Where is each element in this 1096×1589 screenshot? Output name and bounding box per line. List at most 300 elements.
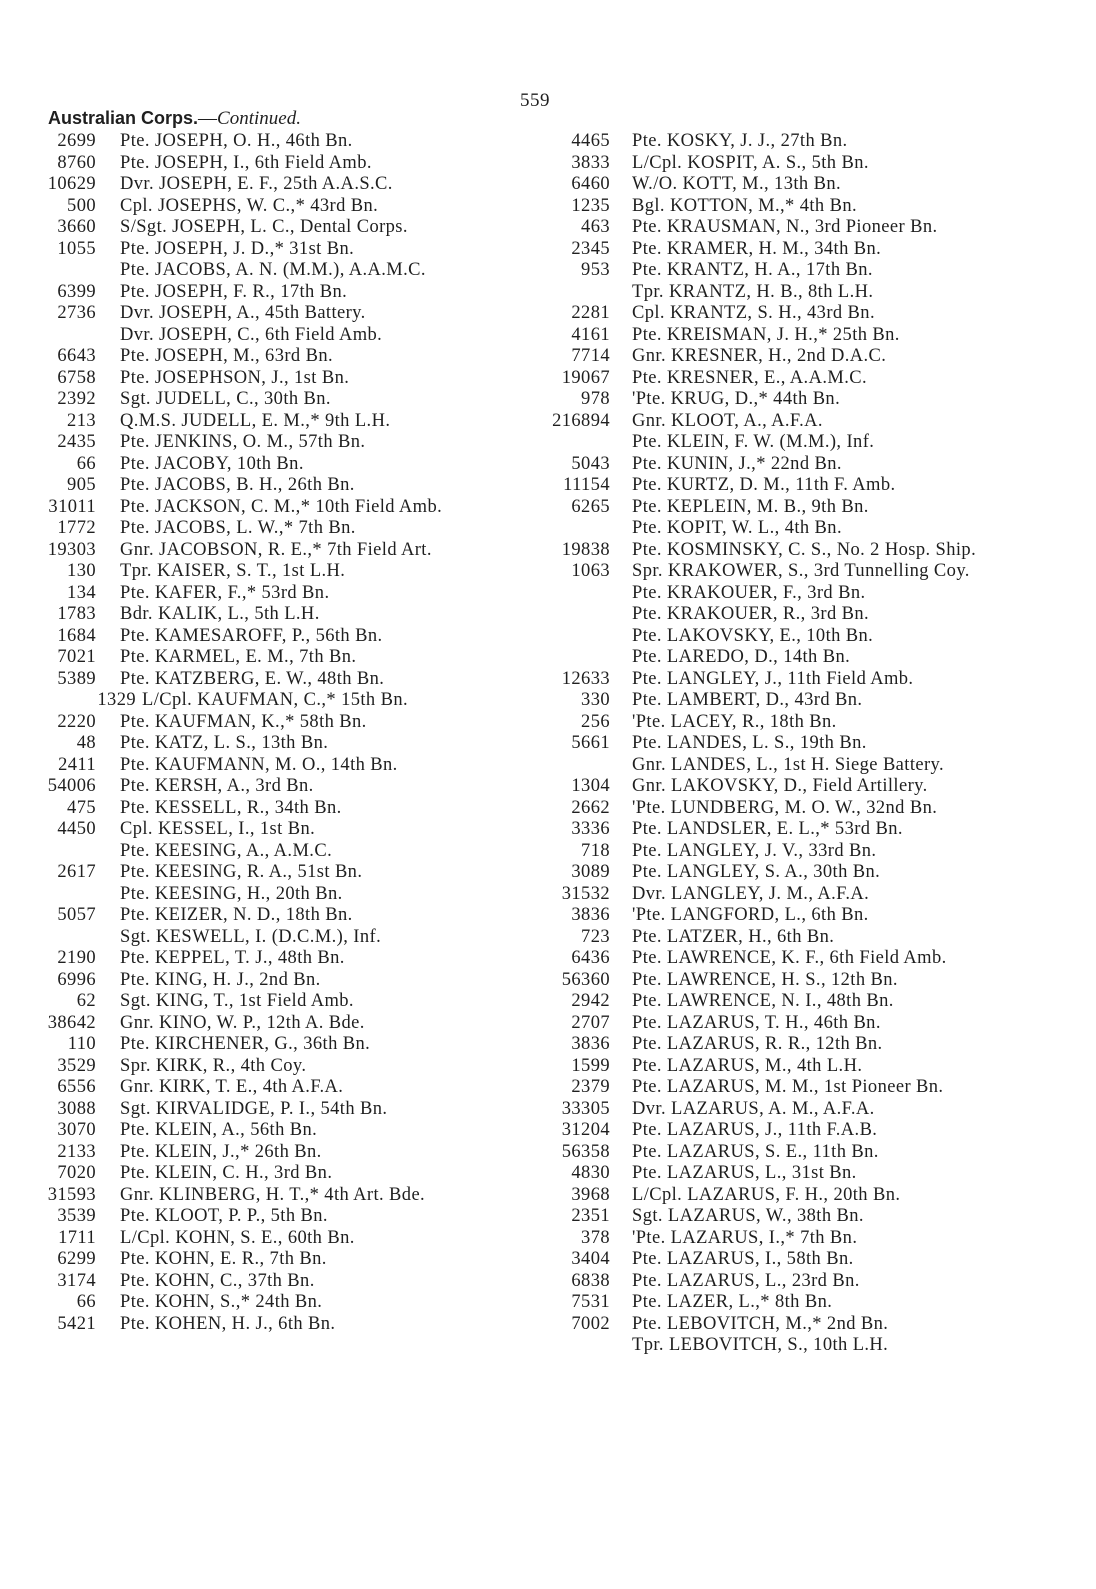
- roll-entry: [40, 325, 540, 347]
- soldier-entry: Pte. JACOBY, 10th Bn.: [120, 453, 304, 474]
- soldier-entry: Gnr. LANDES, L., 1st H. Siege Battery.: [632, 754, 945, 775]
- service-number: 66: [76, 1292, 96, 1312]
- service-number: 130: [67, 561, 96, 581]
- service-number: 6838: [571, 1270, 610, 1291]
- service-number: 31204: [561, 1120, 610, 1140]
- soldier-entry: Pte. LAZARUS, I., 58th Bn.: [632, 1249, 854, 1269]
- service-number: 500: [67, 195, 96, 216]
- roll-entry: [40, 153, 540, 175]
- soldier-entry: Pte. KING, H. J., 2nd Bn.: [120, 969, 321, 990]
- soldier-entry: Pte. KAUFMANN, M. O., 14th Bn.: [120, 754, 398, 775]
- soldier-entry: Pte. LAZARUS, T. H., 46th Bn.: [632, 1012, 881, 1033]
- roll-entry: [548, 604, 1048, 626]
- service-number: 2133: [57, 1141, 96, 1162]
- soldier-entry: Tpr. LEBOVITCH, S., 10th L.H.: [632, 1335, 889, 1355]
- roll-entry: [40, 217, 540, 239]
- roll-entry: [40, 260, 540, 282]
- soldier-entry: Pte. JOSEPH, I., 6th Field Amb.: [120, 152, 372, 173]
- service-number: 1055: [57, 238, 96, 259]
- service-number: 6643: [57, 346, 96, 366]
- service-number: 905: [67, 475, 96, 495]
- service-number: 2351: [571, 1206, 610, 1226]
- roll-entry: [40, 1249, 540, 1271]
- soldier-entry: Pte. LAWRENCE, N. I., 48th Bn.: [632, 991, 894, 1011]
- soldier-entry: Pte. JENKINS, O. M., 57th Bn.: [120, 432, 366, 452]
- service-number: 3174: [57, 1270, 96, 1291]
- service-number: 48: [76, 733, 96, 753]
- service-number: 4161: [571, 324, 610, 345]
- soldier-entry: Pte. KRAUSMAN, N., 3rd Pioneer Bn.: [632, 217, 938, 237]
- service-number: 62: [76, 991, 96, 1011]
- soldier-entry: Pte. LEBOVITCH, M.,* 2nd Bn.: [632, 1313, 889, 1334]
- right-column: [548, 131, 1048, 1357]
- roll-entry: [548, 497, 1048, 519]
- soldier-entry: Pte. KLEIN, C. H., 3rd Bn.: [120, 1163, 333, 1183]
- soldier-entry: Bgl. KOTTON, M.,* 4th Bn.: [632, 195, 857, 216]
- soldier-entry: Pte. KAMESAROFF, P., 56th Bn.: [120, 625, 383, 646]
- soldier-entry: Gnr. KLINBERG, H. T.,* 4th Art. Bde.: [120, 1184, 426, 1205]
- page-number: 559: [520, 90, 550, 111]
- roll-entry: [40, 1077, 540, 1099]
- soldier-entry: Pte. KESSELL, R., 34th Bn.: [120, 797, 342, 818]
- service-number: 1711: [58, 1227, 96, 1248]
- service-number: 378: [581, 1227, 610, 1248]
- service-number: 3833: [571, 152, 610, 173]
- soldier-entry: Pte. KEESING, R. A., 51st Bn.: [120, 862, 363, 882]
- roll-entry: [40, 841, 540, 863]
- service-number: 953: [581, 260, 610, 280]
- service-number: 6299: [57, 1249, 96, 1269]
- roll-entry: [548, 733, 1048, 755]
- soldier-entry: Cpl. JOSEPHS, W. C.,* 43rd Bn.: [120, 195, 379, 216]
- roll-entry: [40, 991, 540, 1013]
- service-number: 66: [76, 453, 96, 474]
- service-number: 6556: [57, 1077, 96, 1097]
- soldier-entry: Pte. KATZ, L. S., 13th Bn.: [120, 733, 329, 753]
- soldier-entry: Pte. LAZARUS, M., 4th L.H.: [632, 1055, 863, 1076]
- roll-entry: [40, 819, 540, 841]
- service-number: 134: [67, 582, 96, 603]
- service-number: [548, 518, 632, 540]
- soldier-entry: Pte. LAMBERT, D., 43rd Bn.: [632, 690, 863, 710]
- service-number: 7021: [57, 647, 96, 667]
- service-number: 38642: [47, 1012, 96, 1033]
- soldier-entry: Dvr. LANGLEY, J. M., A.F.A.: [632, 883, 870, 904]
- soldier-entry: Pte. KOPIT, W. L., 4th Bn.: [632, 518, 842, 538]
- roll-entry: [548, 389, 1048, 411]
- soldier-entry: Cpl. KESSEL, I., 1st Bn.: [120, 819, 316, 839]
- service-number: 2699: [57, 131, 96, 151]
- roll-entry: [40, 755, 540, 777]
- soldier-entry: Sgt. JUDELL, C., 30th Bn.: [120, 389, 331, 409]
- service-number: 2190: [57, 948, 96, 968]
- roll-entry: [548, 475, 1048, 497]
- roll-entry: [548, 153, 1048, 175]
- roll-entry: [548, 948, 1048, 970]
- soldier-entry: Sgt. LAZARUS, W., 38th Bn.: [632, 1206, 864, 1226]
- roll-entry: [40, 368, 540, 390]
- soldier-entry: Pte. KLOOT, P. P., 5th Bn.: [120, 1206, 328, 1226]
- soldier-entry: Pte. KRANTZ, H. A., 17th Bn.: [632, 260, 873, 280]
- soldier-entry: Dvr. JOSEPH, C., 6th Field Amb.: [120, 324, 383, 345]
- roll-entry: [40, 196, 540, 218]
- soldier-entry: Pte. KEPLEIN, M. B., 9th Bn.: [632, 496, 869, 517]
- soldier-entry: Pte. KIRCHENER, G., 36th Bn.: [120, 1034, 371, 1054]
- soldier-entry: Pte. LAZARUS, R. R., 12th Bn.: [632, 1034, 883, 1054]
- soldier-entry: Pte. KREISMAN, J. H.,* 25th Bn.: [632, 324, 900, 345]
- roll-entry: [40, 1120, 540, 1142]
- service-number: 4830: [571, 1163, 610, 1183]
- roll-entry: [40, 1142, 540, 1164]
- service-number: 216894: [552, 410, 610, 431]
- service-number: 1684: [57, 625, 96, 646]
- service-number: 3088: [57, 1098, 96, 1119]
- roll-entry: [548, 1292, 1048, 1314]
- soldier-entry: Tpr. KRANTZ, H. B., 8th L.H.: [632, 281, 874, 302]
- roll-entry: [548, 819, 1048, 841]
- service-number: 7531: [571, 1292, 610, 1312]
- soldier-entry: Pte. KURTZ, D. M., 11th F. Amb.: [632, 475, 896, 495]
- soldier-entry: Pte. LANGLEY, J. V., 33rd Bn.: [632, 840, 877, 861]
- roll-entry: [548, 991, 1048, 1013]
- service-number: 330: [581, 690, 610, 710]
- roll-entry: [548, 1249, 1048, 1271]
- soldier-entry: Spr. KIRK, R., 4th Coy.: [120, 1055, 307, 1076]
- soldier-entry: Pte. LAWRENCE, K. F., 6th Field Amb.: [632, 948, 947, 968]
- roll-entry: [548, 217, 1048, 239]
- soldier-entry: Pte. JOSEPH, J. D.,* 31st Bn.: [120, 238, 355, 259]
- roll-entry: [40, 862, 540, 884]
- service-number: 3660: [57, 217, 96, 237]
- service-number: 2942: [571, 991, 610, 1011]
- roll-entry: [40, 346, 540, 368]
- soldier-entry: Pte. KRAKOUER, F., 3rd Bn.: [632, 582, 866, 603]
- roll-entry: [548, 1056, 1048, 1078]
- soldier-entry: Gnr. JACOBSON, R. E.,* 7th Field Art.: [120, 539, 432, 560]
- service-number: 33305: [561, 1098, 610, 1119]
- roll-entry: [548, 260, 1048, 282]
- roll-entry: [40, 411, 540, 433]
- soldier-entry: Pte. KATZBERG, E. W., 48th Bn.: [120, 668, 385, 689]
- roll-entry: [548, 1271, 1048, 1293]
- roll-entry: [548, 690, 1048, 712]
- service-number: 5389: [57, 668, 96, 689]
- service-number: 4450: [57, 819, 96, 839]
- roll-entry: [548, 368, 1048, 390]
- roll-entry: [40, 647, 540, 669]
- service-number: 2281: [571, 303, 610, 323]
- service-number: 213: [67, 410, 96, 431]
- soldier-entry: Pte. JACOBS, L. W.,* 7th Bn.: [120, 518, 356, 538]
- roll-entry: [40, 1314, 540, 1336]
- roll-entry: [548, 1013, 1048, 1035]
- service-number: 718: [581, 840, 610, 861]
- soldier-entry: Pte. KLEIN, F. W. (M.M.), Inf.: [632, 432, 875, 452]
- roll-entry: [40, 583, 540, 605]
- roll-entry: [40, 561, 540, 583]
- roll-entry: [548, 798, 1048, 820]
- soldier-entry: Pte. LANDES, L. S., 19th Bn.: [632, 733, 867, 753]
- service-number: [548, 583, 632, 605]
- soldier-entry: Pte. LAREDO, D., 14th Bn.: [632, 647, 851, 667]
- soldier-entry: 'Pte. LACEY, R., 18th Bn.: [632, 711, 837, 732]
- soldier-entry: L/Cpl. LAZARUS, F. H., 20th Bn.: [632, 1184, 901, 1205]
- service-number: 10629: [47, 174, 96, 194]
- soldier-entry: L/Cpl. KAUFMAN, C.,* 15th Bn.: [142, 690, 409, 710]
- soldier-entry: Pte. KAFER, F.,* 53rd Bn.: [120, 582, 330, 603]
- roll-entry: [548, 1034, 1048, 1056]
- roll-entry: [548, 583, 1048, 605]
- roll-entry: [40, 1034, 540, 1056]
- heading-dash: —: [198, 108, 218, 129]
- soldier-entry: Pte. LAKOVSKY, E., 10th Bn.: [632, 625, 874, 646]
- service-number: [40, 325, 120, 347]
- roll-entry: [40, 884, 540, 906]
- service-number: 110: [67, 1034, 96, 1054]
- service-number: 6265: [571, 496, 610, 517]
- soldier-entry: Gnr. KINO, W. P., 12th A. Bde.: [120, 1012, 365, 1033]
- service-number: 3089: [571, 862, 610, 882]
- soldier-entry: Pte. KOSMINSKY, C. S., No. 2 Hosp. Ship.: [632, 539, 977, 560]
- service-number: 3836: [571, 1034, 610, 1054]
- roll-entry: [40, 669, 540, 691]
- roll-entry: [548, 282, 1048, 304]
- soldier-entry: Sgt. KESWELL, I. (D.C.M.), Inf.: [120, 926, 382, 947]
- roll-entry: [40, 970, 540, 992]
- roll-entry: [548, 1077, 1048, 1099]
- soldier-entry: 'Pte. LUNDBERG, M. O. W., 32nd Bn.: [632, 797, 938, 818]
- soldier-entry: Pte. LAZARUS, L., 23rd Bn.: [632, 1270, 860, 1291]
- service-number: 31011: [48, 496, 96, 517]
- service-number: 19067: [561, 367, 610, 388]
- roll-entry: [40, 798, 540, 820]
- roll-entry: [548, 669, 1048, 691]
- service-number: 2435: [57, 432, 96, 452]
- roll-entry: [548, 411, 1048, 433]
- soldier-entry: Pte. LAZARUS, J., 11th F.A.B.: [632, 1120, 878, 1140]
- service-number: [40, 927, 120, 949]
- service-number: 31532: [561, 883, 610, 904]
- roll-entry: [548, 626, 1048, 648]
- soldier-entry: Spr. KRAKOWER, S., 3rd Tunnelling Coy.: [632, 561, 970, 581]
- service-number: 475: [67, 797, 96, 818]
- service-number: 7020: [57, 1163, 96, 1183]
- soldier-entry: Pte. KOHN, S.,* 24th Bn.: [120, 1292, 323, 1312]
- roll-entry: [40, 454, 540, 476]
- roll-entry: [548, 1142, 1048, 1164]
- roll-entry: [40, 1206, 540, 1228]
- soldier-entry: Pte. LANGLEY, J., 11th Field Amb.: [632, 668, 914, 689]
- soldier-entry: Pte. JACKSON, C. M.,* 10th Field Amb.: [120, 496, 443, 517]
- service-number: 6436: [571, 948, 610, 968]
- roll-entry: [40, 303, 540, 325]
- soldier-entry: 'Pte. LANGFORD, L., 6th Bn.: [632, 905, 869, 925]
- soldier-entry: Pte. KEESING, H., 20th Bn.: [120, 883, 343, 904]
- service-number: 3336: [571, 819, 610, 839]
- service-number: 2379: [571, 1077, 610, 1097]
- roll-entry: [548, 239, 1048, 261]
- soldier-entry: Dvr. JOSEPH, A., 45th Battery.: [120, 303, 366, 323]
- left-column: [40, 131, 540, 1335]
- service-number: 6996: [57, 969, 96, 990]
- service-number: 1783: [57, 604, 96, 624]
- service-number: 2662: [571, 797, 610, 818]
- soldier-entry: Pte. KRAMER, H. M., 34th Bn.: [632, 238, 882, 259]
- roll-entry: [40, 475, 540, 497]
- service-number: 56358: [561, 1141, 610, 1162]
- service-number: [548, 432, 632, 454]
- roll-entry: [548, 776, 1048, 798]
- roll-entry: [548, 970, 1048, 992]
- roll-entry: [40, 239, 540, 261]
- service-number: 5043: [571, 453, 610, 474]
- roll-entry: [548, 1185, 1048, 1207]
- roll-entry: [548, 174, 1048, 196]
- roll-entry: [548, 325, 1048, 347]
- service-number: 2707: [571, 1012, 610, 1033]
- service-number: 1329: [97, 690, 136, 710]
- soldier-entry: Dvr. JOSEPH, E. F., 25th A.A.S.C.: [120, 174, 393, 194]
- soldier-entry: Pte. JOSEPH, F. R., 17th Bn.: [120, 281, 348, 302]
- service-number: 54006: [47, 776, 96, 796]
- soldier-entry: Pte. LAZARUS, M. M., 1st Pioneer Bn.: [632, 1077, 944, 1097]
- service-number: 5421: [57, 1313, 96, 1334]
- soldier-entry: Sgt. KING, T., 1st Field Amb.: [120, 991, 354, 1011]
- roll-entry: [40, 604, 540, 626]
- soldier-entry: Pte. KLEIN, J.,* 26th Bn.: [120, 1141, 322, 1162]
- soldier-entry: Pte. JOSEPH, M., 63rd Bn.: [120, 346, 334, 366]
- service-number: [40, 260, 120, 282]
- roll-entry: [548, 131, 1048, 153]
- roll-entry: [40, 776, 540, 798]
- soldier-entry: Gnr. KRESNER, H., 2nd D.A.C.: [632, 346, 887, 366]
- soldier-entry: Pte. LANGLEY, S. A., 30th Bn.: [632, 862, 881, 882]
- roll-entry: [548, 432, 1048, 454]
- soldier-entry: Pte. JOSEPHSON, J., 1st Bn.: [120, 367, 350, 388]
- soldier-entry: 'Pte. KRUG, D.,* 44th Bn.: [632, 389, 841, 409]
- soldier-entry: Dvr. LAZARUS, A. M., A.F.A.: [632, 1098, 875, 1119]
- service-number: [548, 647, 632, 669]
- service-number: 3529: [57, 1055, 96, 1076]
- service-number: 56360: [561, 969, 610, 990]
- soldier-entry: Pte. KEPPEL, T. J., 48th Bn.: [120, 948, 345, 968]
- service-number: 6460: [571, 174, 610, 194]
- soldier-entry: Pte. KLEIN, A., 56th Bn.: [120, 1120, 318, 1140]
- soldier-entry: Pte. JACOBS, A. N. (M.M.), A.A.M.C.: [120, 260, 426, 280]
- service-number: 1235: [571, 195, 610, 216]
- service-number: 19303: [47, 539, 96, 560]
- soldier-entry: Pte. LAZARUS, L., 31st Bn.: [632, 1163, 857, 1183]
- service-number: 1772: [57, 518, 96, 538]
- service-number: 1599: [571, 1055, 610, 1076]
- roll-entry: [40, 1163, 540, 1185]
- roll-entry: [548, 196, 1048, 218]
- roll-entry: [548, 647, 1048, 669]
- roll-entry: [548, 1163, 1048, 1185]
- roll-entry: [548, 303, 1048, 325]
- roll-entry: [40, 389, 540, 411]
- soldier-entry: Pte. KERSH, A., 3rd Bn.: [120, 776, 314, 796]
- service-number: [548, 626, 632, 648]
- service-number: 2392: [57, 389, 96, 409]
- service-number: 1304: [571, 776, 610, 796]
- roll-entry: [40, 131, 540, 153]
- soldier-entry: Pte. JACOBS, B. H., 26th Bn.: [120, 475, 355, 495]
- service-number: 2411: [58, 754, 96, 775]
- service-number: [40, 841, 120, 863]
- soldier-entry: Pte. KOHN, E. R., 7th Bn.: [120, 1249, 327, 1269]
- service-number: 11154: [563, 475, 610, 495]
- soldier-entry: W./O. KOTT, M., 13th Bn.: [632, 174, 841, 194]
- service-number: 3404: [571, 1249, 610, 1269]
- roll-entry: [40, 1013, 540, 1035]
- service-number: 2220: [57, 711, 96, 732]
- service-number: 463: [581, 217, 610, 237]
- roll-entry: [548, 712, 1048, 734]
- roll-entry: [548, 1120, 1048, 1142]
- service-number: [548, 1335, 632, 1357]
- service-number: 1063: [571, 561, 610, 581]
- roll-entry: [40, 1271, 540, 1293]
- soldier-entry: Q.M.S. JUDELL, E. M.,* 9th L.H.: [120, 410, 391, 431]
- roll-entry: [548, 755, 1048, 777]
- roll-entry: [548, 1228, 1048, 1250]
- roll-entry: [40, 927, 540, 949]
- service-number: 3539: [57, 1206, 96, 1226]
- soldier-entry: L/Cpl. KOSPIT, A. S., 5th Bn.: [632, 152, 869, 173]
- soldier-entry: L/Cpl. KOHN, S. E., 60th Bn.: [120, 1227, 355, 1248]
- soldier-entry: Pte. KOHEN, H. J., 6th Bn.: [120, 1313, 336, 1334]
- service-number: 723: [581, 926, 610, 947]
- heading-continued: Continued.: [217, 108, 301, 129]
- soldier-entry: Pte. LATZER, H., 6th Bn.: [632, 926, 835, 947]
- soldier-entry: Pte. LAWRENCE, H. S., 12th Bn.: [632, 969, 898, 990]
- soldier-entry: Pte. LAZARUS, S. E., 11th Bn.: [632, 1141, 879, 1162]
- roll-entry: [40, 1056, 540, 1078]
- service-number: 2617: [57, 862, 96, 882]
- roll-entry: [548, 905, 1048, 927]
- roll-entry: [40, 540, 540, 562]
- service-number: 19838: [561, 539, 610, 560]
- service-number: 31593: [47, 1184, 96, 1205]
- service-number: [548, 755, 632, 777]
- service-number: [548, 282, 632, 304]
- roll-entry: [548, 346, 1048, 368]
- service-number: 4465: [571, 131, 610, 151]
- service-number: 5661: [571, 733, 610, 753]
- roll-entry: [548, 841, 1048, 863]
- roll-entry: [548, 884, 1048, 906]
- roll-entry: [548, 561, 1048, 583]
- service-number: 5057: [57, 905, 96, 925]
- soldier-entry: 'Pte. LAZARUS, I.,* 7th Bn.: [632, 1227, 858, 1248]
- roll-entry: [548, 927, 1048, 949]
- roll-entry: [40, 1228, 540, 1250]
- soldier-entry: Pte. KEIZER, N. D., 18th Bn.: [120, 905, 353, 925]
- service-number: 3968: [571, 1184, 610, 1205]
- soldier-entry: Tpr. KAISER, S. T., 1st L.H.: [120, 561, 346, 581]
- soldier-entry: Pte. LAZER, L.,* 8th Bn.: [632, 1292, 833, 1312]
- soldier-entry: Pte. KOHN, C., 37th Bn.: [120, 1270, 315, 1291]
- roll-entry: [40, 1292, 540, 1314]
- roll-entry: [548, 540, 1048, 562]
- roll-entry: [40, 1099, 540, 1121]
- soldier-entry: Pte. JOSEPH, O. H., 46th Bn.: [120, 131, 353, 151]
- roll-entry: [40, 174, 540, 196]
- soldier-entry: Gnr. LAKOVSKY, D., Field Artillery.: [632, 776, 928, 796]
- soldier-entry: Pte. KAUFMAN, K.,* 58th Bn.: [120, 711, 367, 732]
- roll-entry: [40, 712, 540, 734]
